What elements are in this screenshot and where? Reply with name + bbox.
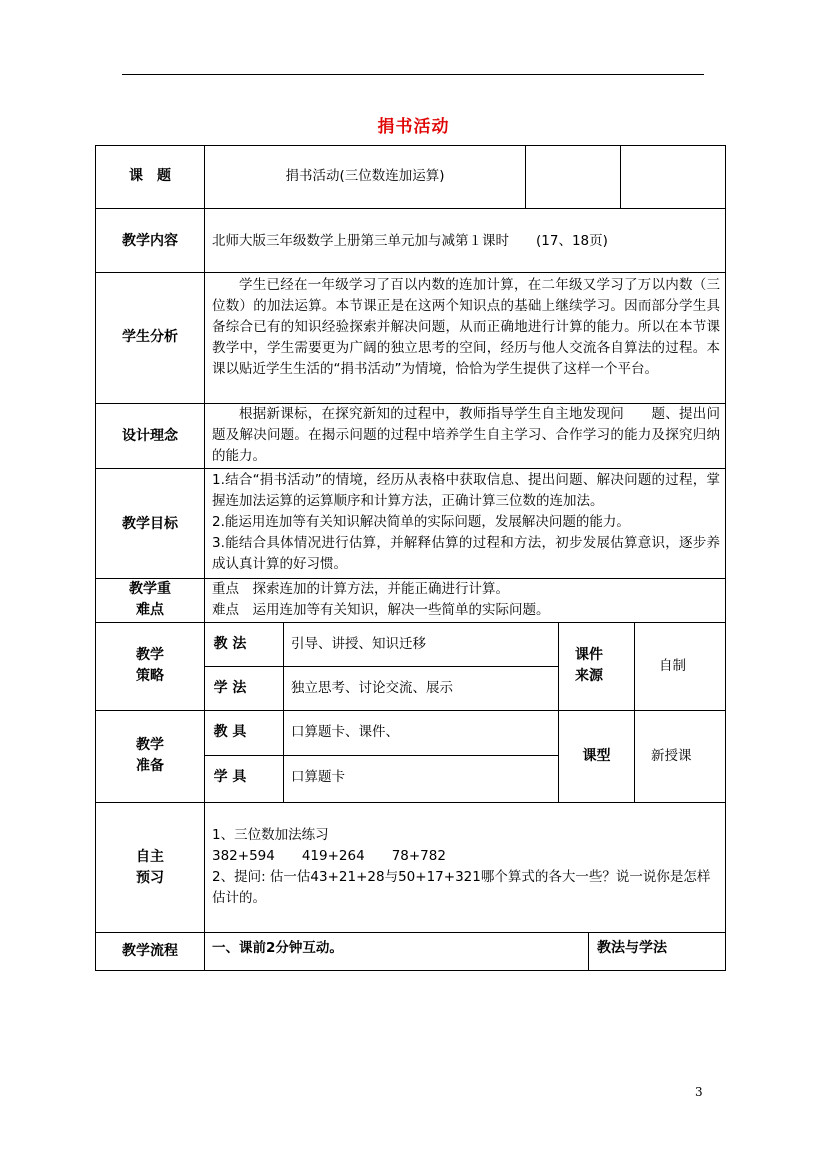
content-value: 北师大版三年级数学上册第三单元加与减第１课时 (17、18页) <box>212 233 608 249</box>
learn-method-value: 独立思考、讨论交流、展示 <box>291 680 453 696</box>
objectives-label: 教学目标 <box>122 516 178 532</box>
row-divider <box>95 272 726 273</box>
objective-item: 2.能运用连加等有关知识解决简单的实际问题，发展解决问题的能力。 <box>212 514 630 530</box>
teach-tools-label: 教 具 <box>213 724 247 740</box>
cell-divider <box>634 622 635 710</box>
row-divider <box>95 468 726 469</box>
row-divider <box>95 932 726 933</box>
flow-step: 一、课前2分钟互动。 <box>212 940 343 956</box>
teach-tools-value: 口算题卡、课件、 <box>291 724 399 740</box>
header-rule <box>122 74 704 75</box>
page-number: 3 <box>695 1085 703 1099</box>
courseware-value: 自制 <box>659 658 686 674</box>
cell-divider <box>283 710 284 802</box>
objectives-list <box>212 470 720 575</box>
learn-tools-value: 口算题卡 <box>291 769 345 785</box>
label-column-divider <box>204 145 205 970</box>
cell-divider <box>620 145 621 208</box>
document-title: 捐书活动 <box>377 117 450 137</box>
preview-line: 382+594 419+264 78+782 <box>212 848 446 864</box>
preparation-label: 教学 准备 <box>136 737 164 774</box>
cell-divider <box>204 666 558 667</box>
lesson-type-label: 课型 <box>582 748 611 764</box>
key-point-text: 重点 探索连加的计算方法，并能正确进行计算。 <box>212 581 509 597</box>
difficult-point-text: 难点 运用连加等有关知识，解决一些简单的实际问题。 <box>212 602 550 618</box>
design-concept-label: 设计理念 <box>122 428 178 444</box>
preview-label: 自主 预习 <box>136 849 164 886</box>
topic-label: 课 题 <box>129 168 171 184</box>
cell-divider <box>634 710 635 802</box>
student-analysis-value: 学生已经在一年级学习了百以内数的连加计算，在二年级又学习了万以内数（三位数）的加法运算。本节课正是在这两个知识点的基础上继续学习。因而部分学生具备综合已有的知识经验探索并解决问题，从而正确地进行计算的能力。所以在本节课教学中，学生需要更为广阔的独立思考的空间，经历与他人交流各自算法的过程。本课以贴近学生生活的“捐书活动”为情境，恰恰为学生提供了这样一个平台。 <box>212 277 720 377</box>
learn-tools-label: 学 具 <box>213 769 247 785</box>
lesson-type-value: 新授课 <box>651 748 692 764</box>
learn-method-label: 学 法 <box>213 680 247 696</box>
objective-item: 3.能结合具体情况进行估算，并解释估算的过程和方法，初步发展估算意识，逐步养成认真计算的好习惯。 <box>212 535 720 572</box>
objective-item: 1.结合“捐书活动”的情境，经历从表格中获取信息、提出问题、解决问题的过程，掌握连加法运算的运算顺序和计算方法，正确计算三位数的连加法。 <box>212 472 720 509</box>
cell-divider <box>204 755 558 756</box>
content-label: 教学内容 <box>122 233 178 249</box>
teach-method-label: 教 法 <box>213 636 247 652</box>
preview-line: 1、三位数加法练习 <box>212 827 329 843</box>
key-points-label: 教学重 难点 <box>129 581 171 618</box>
table-border-bottom <box>95 970 726 971</box>
design-concept-value: 根据新课标，在探究新知的过程中，教师指导学生自主地发现问 题、提出问题及解决问题。在揭示问题的过程中培养学生自主学习、合作学习的能力及探究归纳的能力。 <box>212 406 720 464</box>
table-border-right <box>725 145 726 970</box>
courseware-label: 课件 来源 <box>575 647 603 684</box>
topic-value: 捐书活动(三位数连加运算) <box>285 168 445 184</box>
row-divider <box>95 802 726 803</box>
flow-label: 教学流程 <box>122 943 178 959</box>
preview-content <box>212 825 720 909</box>
row-divider <box>95 622 726 623</box>
method-header: 教法与学法 <box>597 940 667 956</box>
strategy-label: 教学 策略 <box>136 647 164 684</box>
teach-method-value: 引导、讲授、知识迁移 <box>291 636 426 652</box>
preview-line: 2、提问: 估一估43+21+28与50+17+321哪个算式的各大一些？说一说你是怎样估计的。 <box>212 869 711 906</box>
cell-divider <box>525 145 526 208</box>
table-border-top <box>95 145 726 146</box>
student-analysis-label: 学生分析 <box>122 329 178 345</box>
row-divider <box>95 208 726 209</box>
row-divider <box>95 710 726 711</box>
